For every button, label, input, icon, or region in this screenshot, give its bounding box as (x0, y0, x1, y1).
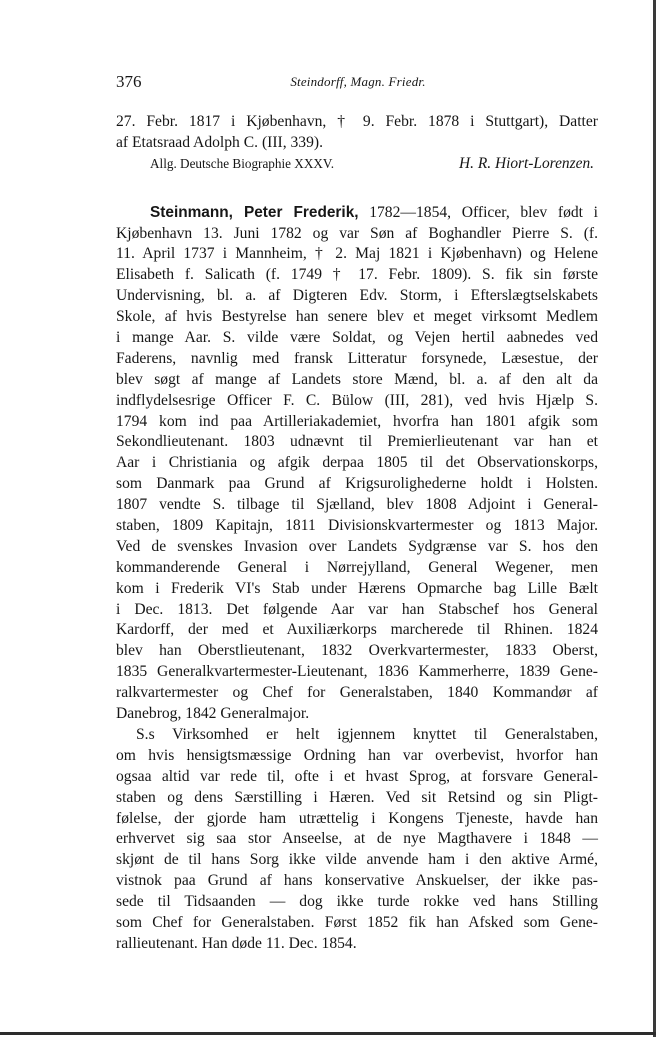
text-line (116, 307, 598, 328)
text-line: 27. Febr. 1817 i Kjøbenhavn, † 9. Febr. 1878 i Stuttgart), Datter (116, 113, 598, 130)
text-line (116, 286, 598, 307)
text-line (116, 600, 598, 621)
entry-title: Steinmann, Peter Frederik, (150, 203, 359, 221)
entry-separator (116, 175, 598, 203)
line-text: S.s Virksomhed er helt igjennem knyttet til Generalstaben, (136, 725, 598, 743)
text-line (116, 391, 598, 412)
text-line (116, 641, 598, 662)
paragraph-1 (116, 224, 598, 725)
biography-entry (116, 203, 598, 955)
line-text: i mange Aar. S. vilde være Soldat, og Vejen hertil aabnedes ved (116, 329, 598, 347)
line-text: om hvis hensigtsmæssige Ordning han var overbevist, hvorfor han (116, 746, 598, 764)
previous-entry-ending (116, 112, 598, 175)
line-text: Aar i Christiania og afgik derpaa 1805 til det Observationskorps, (116, 454, 598, 472)
text-line (116, 725, 598, 746)
text-line (116, 224, 598, 245)
paragraph-2 (116, 725, 598, 955)
line-text: Danebrog, 1842 Generalmajor. (116, 705, 310, 723)
text-line (116, 850, 598, 871)
text-line (116, 620, 598, 641)
line-text: vistnok paa Grund af hans konservative Anskuelser, der ikke pas- (116, 872, 598, 890)
text-line (116, 370, 598, 391)
line-text: ogsaa altid var rede til, ofte i et hvast Sprog, at forsvare General- (116, 767, 598, 785)
line-text: 11. April 1737 i Mannheim, † 2. Maj 1821 i Kjøbenhavn) og Helene (116, 245, 598, 263)
reference-source: Allg. Deutsche Biographie XXXV. (150, 155, 334, 171)
text-line (116, 537, 598, 558)
line-text: 1835 Generalkvartermester-Lieutenant, 1836 Kammerherre, 1839 Gene- (116, 663, 598, 681)
text-line: af Etatsraad Adolph C. (III, 339). (116, 133, 323, 151)
line-text: staben og dens Særstilling i Hæren. Ved sit Retsind og sin Pligt- (116, 788, 598, 806)
text-line (116, 704, 598, 725)
text-line (116, 662, 598, 683)
page-body (116, 112, 598, 955)
line-text: kommanderende General i Nørrejylland, General Wegener, men (116, 558, 598, 576)
running-head: Steindorff, Magn. Friedr. (290, 74, 426, 89)
text-line (116, 349, 598, 370)
text-line (116, 579, 598, 600)
line-text: Elisabeth f. Salicath (f. 1749 † 17. Febr. 1809). S. fik sin første (116, 266, 598, 284)
text-line (116, 683, 598, 704)
entry-author: H. R. Hiort-Lorenzen. (459, 154, 594, 172)
line-text: Undervisning, bl. a. af Digteren Edv. Storm, i Efterslægtselskabets (116, 287, 598, 305)
text-line (116, 412, 598, 433)
entry-dates: 1782—1854, Officer, blev født i (369, 203, 598, 221)
text-line (116, 432, 598, 453)
line-text: i Dec. 1813. Det følgende Aar var han Stabschef hos General (116, 600, 598, 618)
page-bottom-rule (0, 1032, 656, 1035)
line-text: som Danmark paa Grund af Krigsurolighederne holdt i Holsten. (116, 475, 598, 493)
text-line (116, 809, 598, 830)
text-line (116, 265, 598, 286)
text-line (116, 746, 598, 767)
line-text: blev søgt af mange af Landets store Mænd, bl. a. af den alt da (116, 370, 598, 388)
page-number: 376 (116, 72, 142, 91)
text-line (116, 829, 598, 850)
text-line (116, 453, 598, 474)
line-text: Sekondlieutenant. 1803 udnævnt til Premierlieutenant var han et (116, 433, 598, 451)
line-text: indflydelsesrige Officer F. C. Bülow (III, 281), ved hvis Hjælp S. (116, 391, 598, 409)
line-text: skjønt de til hans Sorg ikke vilde anvende ham i den aktive Armé, (116, 851, 598, 869)
line-text: erhvervet sig saa stor Anseelse, at de nye Magthavere i 1848 — (116, 830, 598, 848)
line-text: 1807 vendte S. tilbage til Sjælland, blev 1808 Adjoint i General- (116, 496, 598, 514)
line-text: staben, 1809 Kapitajn, 1811 Divisionskvartermester og 1813 Major. (116, 517, 598, 535)
text-line (116, 495, 598, 516)
line-text: blev han Oberstlieutenant, 1832 Overkvartermester, 1833 Oberst, (116, 642, 598, 660)
line-text: rallieutenant. Han døde 11. Dec. 1854. (116, 934, 357, 952)
line-text: Skole, af hvis Bestyrelse han senere blev et meget virksomt Medlem (116, 308, 598, 326)
line-text: Faderens, navnlig med fransk Litteratur forsynede, Læsestue, der (116, 349, 598, 367)
text-line (116, 767, 598, 788)
text-line (116, 892, 598, 913)
line-text: kom i Frederik VI's Stab under Hærens Opmarche bag Lille Bælt (116, 579, 598, 597)
page-header (116, 72, 600, 94)
text-line (116, 913, 598, 934)
text-line (116, 788, 598, 809)
line-text: som Chef for Generalstaben. Først 1852 fik han Afsked som Gene- (116, 913, 598, 931)
line-text: Kardorff, der med et Auxiliærkorps marcherede til Rhinen. 1824 (116, 621, 598, 639)
text-line (116, 516, 598, 537)
text-line (116, 244, 598, 265)
reference-line (116, 154, 598, 175)
text-line (116, 871, 598, 892)
text-line (116, 474, 598, 495)
text-line (116, 558, 598, 579)
line-text: følelse, der gjorde ham utrættelig i Kongens Tjeneste, havde han (116, 809, 598, 827)
line-text: Ved de svenskes Invasion over Landets Sydgrænse var S. hos den (116, 537, 598, 555)
line-text: Kjøbenhavn 13. Juni 1782 og var Søn af Boghandler Pierre S. (f. (116, 224, 598, 242)
entry-first-line (116, 203, 598, 224)
text-line (116, 934, 598, 955)
line-text: sede til Tidsaanden — dog ikke turde rokke ved hans Stilling (116, 893, 598, 911)
line-text: 1794 kom ind paa Artilleriakademiet, hvorfra han 1801 afgik som (116, 412, 598, 430)
line-text: ralkvartermester og Chef for Generalstaben, 1840 Kommandør af (116, 684, 598, 702)
text-line (116, 328, 598, 349)
